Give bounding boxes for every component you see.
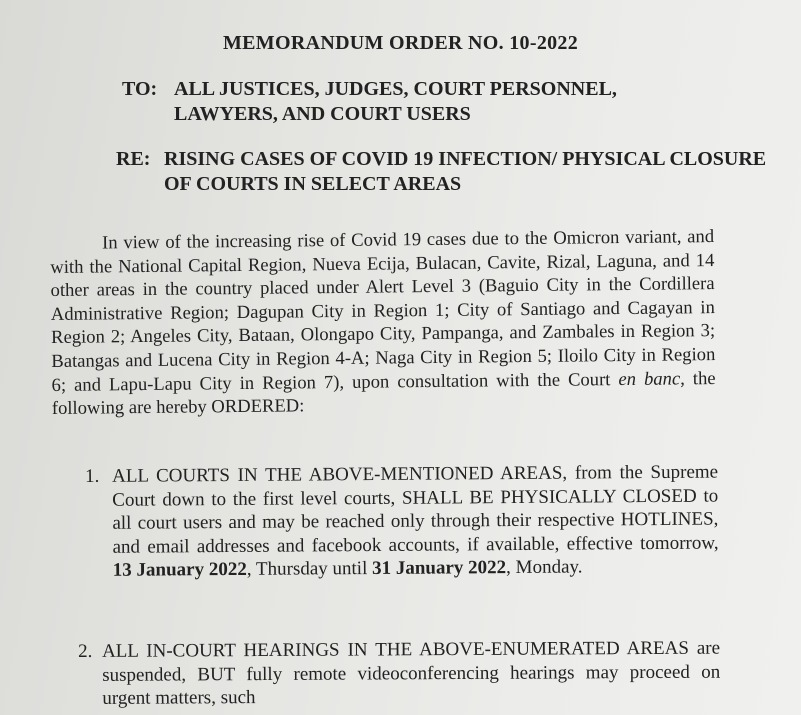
memo-title: MEMORANDUM ORDER NO. 10-2022 xyxy=(222,32,579,54)
order-item-1 xyxy=(85,461,719,625)
item-1-text-e: , Monday. xyxy=(506,556,583,579)
item-1-text-c: , Thursday until xyxy=(246,558,368,580)
to-line xyxy=(122,77,682,137)
to-recipients: ALL JUSTICES, JUDGES, COURT PERSONNEL, LAWYERS, AND COURT USERS xyxy=(174,78,617,125)
item-1-start-date: 13 January 2022 xyxy=(112,558,247,581)
re-subject: RISING CASES OF COVID 19 INFECTION/ PHYSICAL CLOSURE OF COURTS IN SELECT AREAS xyxy=(164,148,767,195)
item-1-text xyxy=(112,461,719,583)
intro-text-a: In view of the increasing rise of Covid 19 cases due to the Omicron variant, and with the National Capital Region, Nueva Ecija, Bulacan, Cavite, Rizal, Laguna, and 14 other areas in the country placed under Alert Level 3 (Baguio City in the Cordillera Administrative Region; Dagupan City in Region 1; City of Santiago and Cagayan in Region 2; Angeles City, Bataan, Olongapo City, Pampanga, and Zambales in Region 3; Batangas and Lucena City in Region 4-A; Naga City in Region 5; Iloilo City in Region 6; and Lapu-Lapu City in Region 7), upon consultation with the Court xyxy=(50,226,716,396)
item-2-number: 2. xyxy=(78,640,93,662)
item-2-text: ALL IN-COURT HEARINGS IN THE ABOVE-ENUMERATED AREAS are suspended, BUT fully remote videoconferencing hearings may proceed on urgent matters, such xyxy=(102,637,721,709)
re-label: RE: xyxy=(116,148,151,170)
item-1-text-a: ALL COURTS IN THE ABOVE-MENTIONED AREAS, from the Supreme Court down to the first level courts, SHALL BE PHYSICALLY CLOSED to all court users and may be reached only through their respective HOTLINES, and email addresses and facebook accounts, if available, effective tomorrow, xyxy=(112,461,719,558)
intro-paragraph xyxy=(50,225,716,421)
intro-text-b: , the following are hereby ORDERED: xyxy=(51,367,716,420)
item-1-number: 1. xyxy=(85,465,100,487)
re-line xyxy=(116,147,796,207)
order-item-2 xyxy=(78,637,721,715)
to-label: TO: xyxy=(122,78,158,100)
intro-text-en-banc: en banc xyxy=(618,367,681,390)
item-1-end-date: 31 January 2022 xyxy=(372,557,507,579)
